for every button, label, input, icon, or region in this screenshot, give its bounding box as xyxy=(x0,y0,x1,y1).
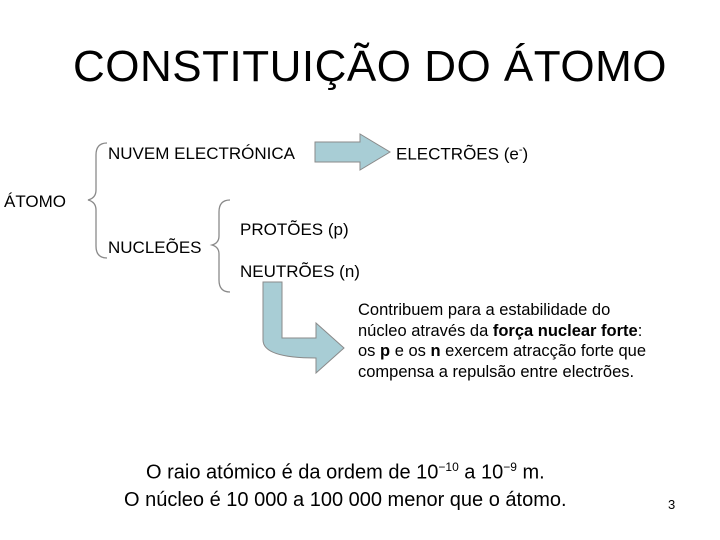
protons-label: PROTÕES (p) xyxy=(240,220,349,239)
atom-label: ÁTOMO xyxy=(4,192,67,211)
cloud-label: NUVEM ELECTRÓNICA xyxy=(108,144,296,163)
page-title: CONSTITUIÇÃO DO ÁTOMO xyxy=(73,42,667,91)
nuclear-force-note: Contribuem para a estabilidade do núcleo através da força nuclear forte: os p e os n exercem atracção forte que compensa a repulsão entre electrões. xyxy=(358,301,646,381)
electrons-label: ELECTRÕES (e-) xyxy=(396,144,529,164)
atom-brace xyxy=(88,143,107,258)
neutrons-label: NEUTRÕES (n) xyxy=(240,262,360,281)
nucleons-brace xyxy=(212,200,230,292)
page-number: 3 xyxy=(668,497,676,512)
nucleons-label: NUCLEÕES xyxy=(108,238,202,257)
right-arrow xyxy=(315,134,390,170)
atomic-radius-text: O raio atómico é da ordem de $10^{-10}$ a $10^{-9}$ m. xyxy=(146,460,545,484)
bent-arrow xyxy=(263,282,344,373)
nucleus-size-text: O núcleo é 10 000 a 100 000 menor que o átomo. xyxy=(124,489,567,511)
